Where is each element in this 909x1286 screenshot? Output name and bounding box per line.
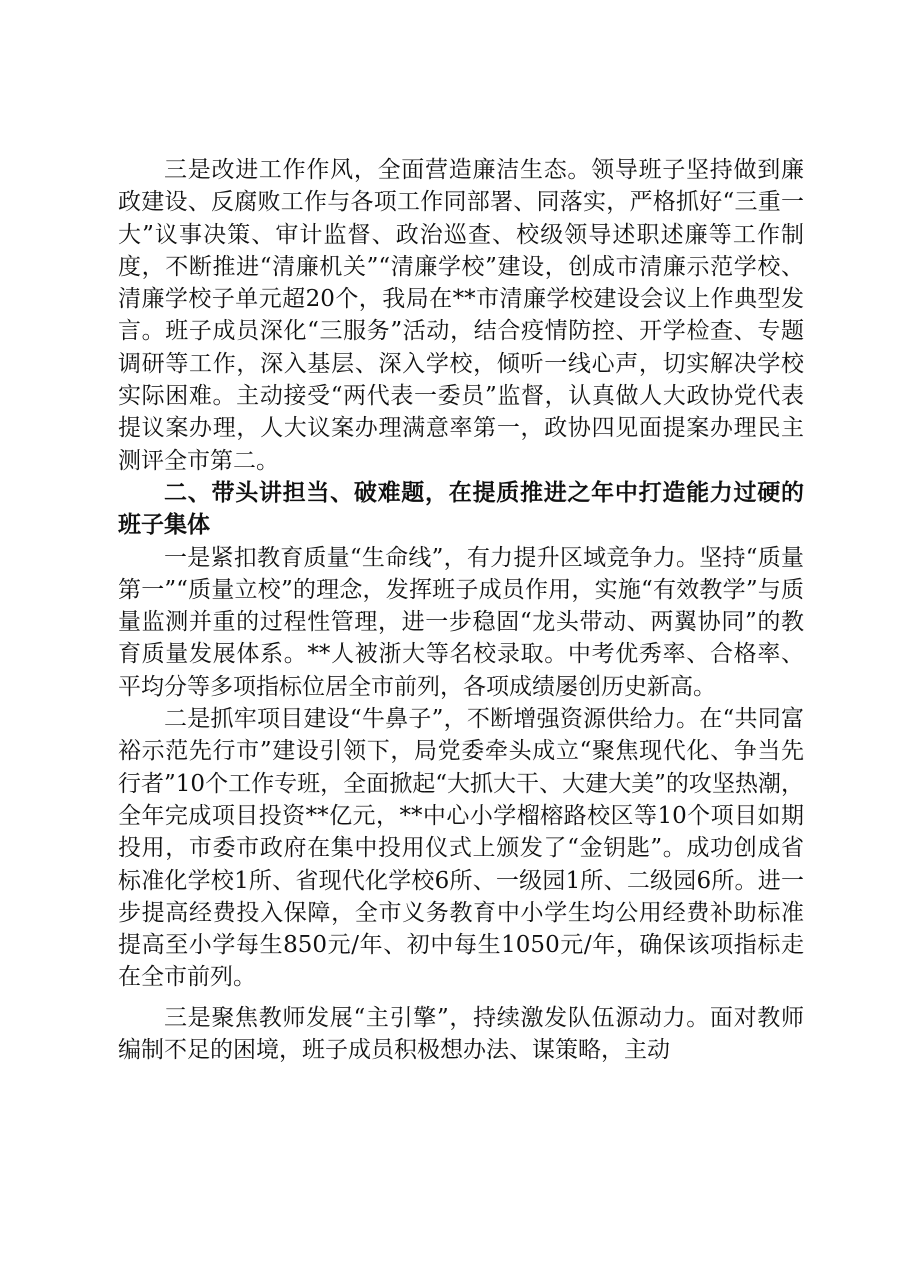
paragraph-teacher-development: 三是聚焦教师发展“主引擎”，持续激发队伍源动力。面对教师编制不足的困境，班子成员积极想办法、谋策略，主动 [118, 1004, 804, 1064]
document-page [118, 154, 804, 1066]
paragraph-project-construction: 二是抓牢项目建设“牛鼻子”，不断增强资源供给力。在“共同富裕示范先行市”建设引领下，局党委牵头成立“聚焦现代化、争当先行者”10个工作专班，全面掀起“大抓大干、大建大美”的攻坚热潮，全年完成项目投资**亿元，**中心小学榴榕路校区等10个项目如期投用，市委市政府在集中投用仪式上颁发了“金钥匙”。成功创成省标准化学校1所、省现代化学校6所、一级园1所、二级园6所。进一步提高经费投入保障，全市义务教育中小学生均公用经费补助标准提高至小学每生850元/年、初中每生1050元/年，确保该项指标走在全市前列。 [118, 706, 804, 991]
paragraph-education-quality: 一是紧扣教育质量“生命线”，有力提升区域竞争力。坚持“质量第一”“质量立校”的理念，发挥班子成员作用，实施“有效教学”与质量监测并重的过程性管理，进一步稳固“龙头带动、两翼协同”的教育质量发展体系。**人被浙大等名校录取。中考优秀率、合格率、平均分等多项指标位居全市前列，各项成绩屡创历史新高。 [118, 544, 804, 700]
section-heading-two: 二、带头讲担当、破难题，在提质推进之年中打造能力过硬的班子集体 [118, 479, 804, 539]
paragraph-work-style: 三是改进工作作风，全面营造廉洁生态。领导班子坚持做到廉政建设、反腐败工作与各项工作同部署、同落实，严格抓好“三重一大”议事决策、审计监督、政治巡查、校级领导述职述廉等工作制度，不断推进“清廉机关”“清廉学校”建设，创成市清廉示范学校、清廉学校子单元超20个，我局在**市清廉学校建设会议上作典型发言。班子成员深化“三服务”活动，结合疫情防控、开学检查、专题调研等工作，深入基层、深入学校，倾听一线心声，切实解决学校实际困难。主动接受“两代表一委员”监督，认真做人大政协党代表提议案办理，人大议案办理满意率第一，政协四见面提案办理民主测评全市第二。 [118, 157, 804, 474]
